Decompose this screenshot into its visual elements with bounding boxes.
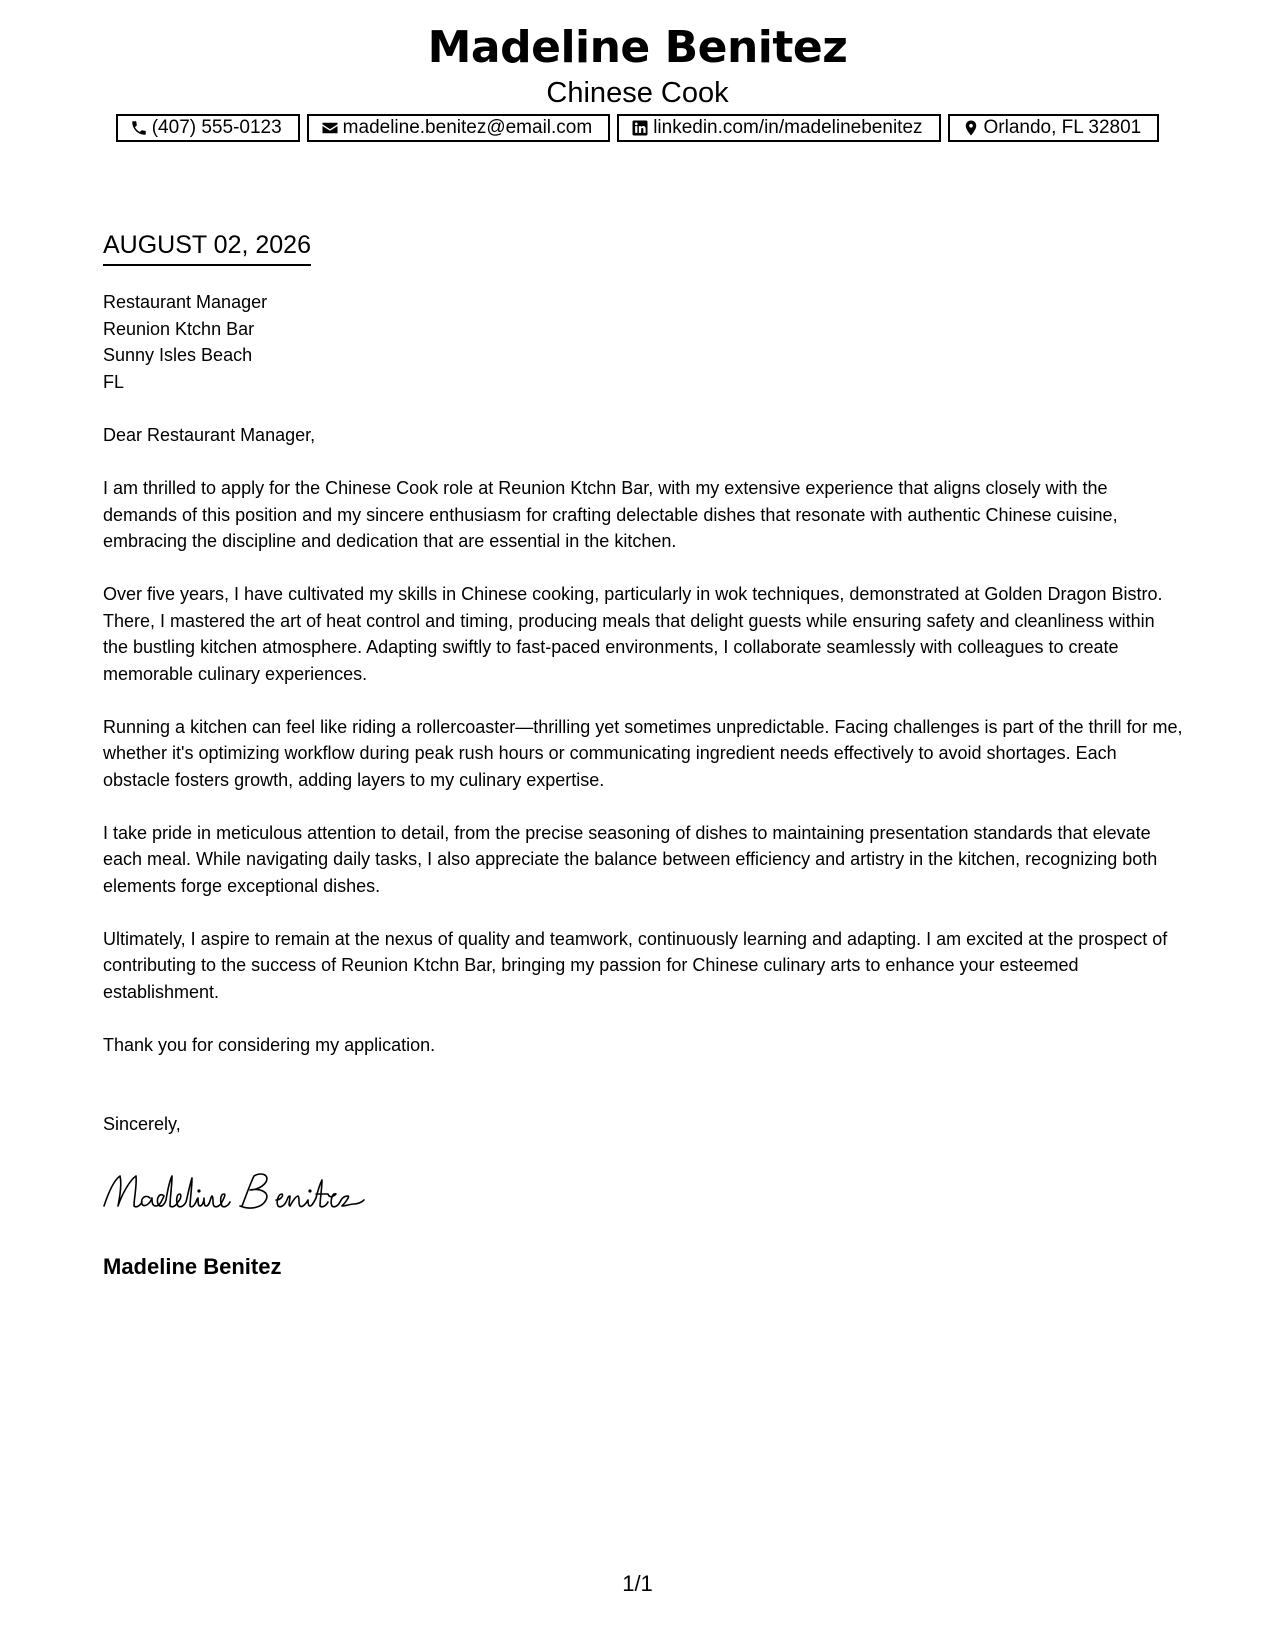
recipient-company: Reunion Ktchn Bar [103, 318, 255, 339]
contact-phone [116, 114, 300, 142]
paragraph-conclusion: Ultimately, I aspire to remain at the nexus of quality and teamwork, continuously learning and adapting. I am excited at the prospect of contributing to the success of Reunion Ktchn Bar, bringing my passion for Chinese culinary arts to enhance your esteemed establishment. [103, 928, 1168, 1002]
contact-email [307, 114, 611, 142]
applicant-name: Madeline Benitez [427, 22, 848, 73]
paragraph-thanks: Thank you for considering my application. [103, 1034, 436, 1055]
phone-icon [130, 119, 148, 137]
map-pin-icon [962, 119, 980, 137]
recipient-state: FL [103, 371, 125, 392]
contact-bar [0, 114, 1275, 142]
contact-linkedin [617, 114, 940, 142]
paragraph-detail: I take pride in meticulous attention to detail, from the precise seasoning of dishes to maintaining presentation standards that elevate each meal. While navigating daily tasks, I also appreciate the balance between efficiency and artistry in the kitchen, recognizing both elements forge exceptional dishes. [103, 822, 1158, 896]
paragraph-intro: I am thrilled to apply for the Chinese Cook role at Reunion Ktchn Bar, with my extensive experience that aligns closely with the demands of this position and my sincere enthusiasm for crafting delectable dishes that resonate with authentic Chinese cuisine, embracing the discipline and dedication that are essential in the kitchen. [103, 478, 1118, 551]
recipient-title: Restaurant Manager [103, 292, 268, 312]
letter-body [103, 422, 1183, 1085]
salutation: Dear Restaurant Manager, [103, 425, 316, 445]
closing: Sincerely, [103, 1114, 181, 1134]
recipient-city: Sunny Isles Beach [103, 345, 253, 365]
linkedin-icon [631, 119, 649, 137]
paragraph-experience: Over five years, I have cultivated my skills in Chinese cooking, particularly in wok techniques, demonstrated at Golden Dragon Bistro. There, I mastered the art of heat control and timing, producing meals that delight guests while ensuring safety and cleanliness within the bustling kitchen atmosphere. Adapting swiftly to fast-paced environments, I collaborate seamlessly with colleagues to create memorable culinary experiences. [103, 584, 1163, 684]
location-text: Orlando, FL 32801 [983, 117, 1142, 138]
envelope-icon [321, 119, 339, 137]
handwritten-signature [100, 1166, 370, 1218]
recipient-address [103, 289, 267, 395]
letter-date: AUGUST 02, 2026 [103, 229, 311, 266]
page-number: 1/1 [622, 1571, 653, 1596]
phone-text: (407) 555-0123 [151, 117, 282, 138]
contact-location [948, 114, 1160, 142]
paragraph-challenges: Running a kitchen can feel like riding a rollercoaster—thrilling yet sometimes unpredictable. Facing challenges is part of the thrill for me, whether it's optimizing workflow during peak rush hours or communicating ingredient needs effectively to avoid shortages. Each obstacle fosters growth, adding layers to my culinary expertise. [103, 716, 1183, 790]
email-text: madeline.benitez@email.com [342, 117, 593, 138]
letter-header [0, 20, 1275, 110]
signed-name: Madeline Benitez [103, 1254, 282, 1279]
job-title: Chinese Cook [546, 77, 729, 109]
linkedin-text: linkedin.com/in/madelinebenitez [653, 117, 923, 138]
